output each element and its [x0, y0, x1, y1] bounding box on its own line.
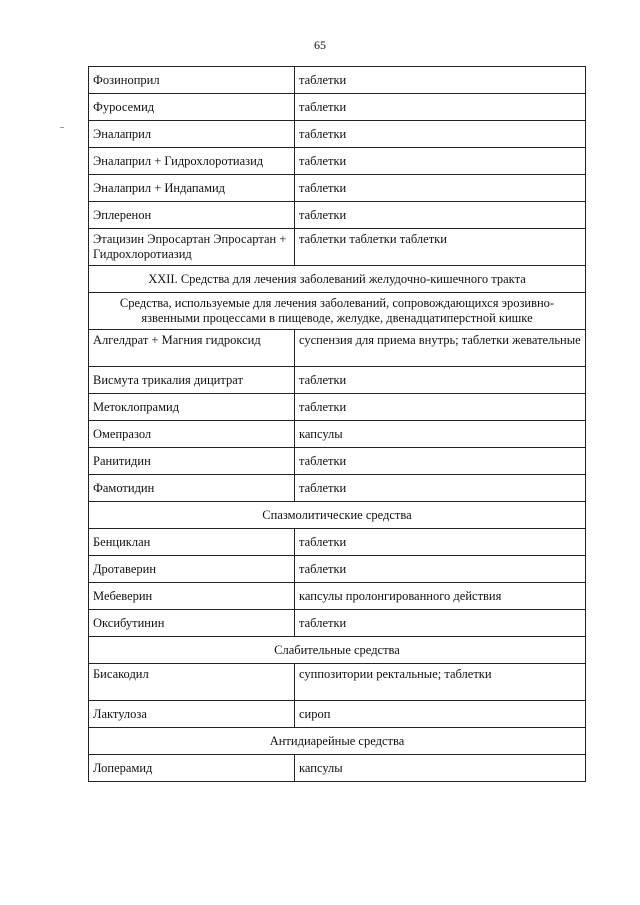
- table-row: [89, 529, 586, 556]
- table-row: [89, 148, 586, 175]
- drug-name: Оксибутинин: [89, 610, 295, 637]
- subsection-heading: Антидиарейные средства: [89, 728, 586, 755]
- dosage-form: суппозитории ректальные; таблетки: [295, 664, 586, 701]
- drug-name: Фозиноприл: [89, 67, 295, 94]
- drug-name: Дротаверин: [89, 556, 295, 583]
- dosage-form: таблетки: [295, 94, 586, 121]
- drug-name: Эналаприл: [89, 121, 295, 148]
- dosage-form: таблетки: [295, 175, 586, 202]
- drug-name: Омепразол: [89, 421, 295, 448]
- drug-name: Бенциклан: [89, 529, 295, 556]
- table-row: [89, 175, 586, 202]
- table-row: [89, 610, 586, 637]
- drug-table: [88, 66, 586, 782]
- dosage-form: таблетки: [295, 610, 586, 637]
- subsection-row: [89, 502, 586, 529]
- dosage-form: таблетки: [295, 67, 586, 94]
- table-row: [89, 755, 586, 782]
- drug-name: Этацизин Эпросартан Эпросартан + Гидрохлоротиазид: [89, 229, 295, 266]
- subsection-heading: Спазмолитические средства: [89, 502, 586, 529]
- drug-name: Бисакодил: [89, 664, 295, 701]
- dosage-form: капсулы пролонгированного действия: [295, 583, 586, 610]
- table-row: [89, 421, 586, 448]
- subsection-row: [89, 728, 586, 755]
- table-row: [89, 367, 586, 394]
- table-row: [89, 394, 586, 421]
- table-row: [89, 448, 586, 475]
- dosage-form: таблетки: [295, 148, 586, 175]
- table-row: [89, 121, 586, 148]
- section-heading: XXII. Средства для лечения заболеваний желудочно-кишечного тракта: [89, 266, 586, 293]
- drug-name: Висмута трикалия дицитрат: [89, 367, 295, 394]
- drug-name: Эналаприл + Индапамид: [89, 175, 295, 202]
- table-row: [89, 330, 586, 367]
- dosage-form: капсулы: [295, 421, 586, 448]
- table-row: [89, 664, 586, 701]
- drug-name: Лактулоза: [89, 701, 295, 728]
- table-row: [89, 202, 586, 229]
- dosage-form: капсулы: [295, 755, 586, 782]
- dosage-form: таблетки таблетки таблетки: [295, 229, 586, 266]
- dosage-form: сироп: [295, 701, 586, 728]
- drug-name: Мебеверин: [89, 583, 295, 610]
- dosage-form: суспензия для приема внутрь; таблетки жевательные: [295, 330, 586, 367]
- page-number: 65: [314, 38, 326, 52]
- table-row: [89, 229, 586, 266]
- dosage-form: таблетки: [295, 556, 586, 583]
- drug-name: Метоклопрамид: [89, 394, 295, 421]
- dosage-form: таблетки: [295, 121, 586, 148]
- table-row: [89, 94, 586, 121]
- dosage-form: таблетки: [295, 448, 586, 475]
- table-row: [89, 475, 586, 502]
- subsection-row: [89, 293, 586, 330]
- section-row: [89, 266, 586, 293]
- dosage-form: таблетки: [295, 475, 586, 502]
- drug-name: Ранитидин: [89, 448, 295, 475]
- dosage-form: таблетки: [295, 202, 586, 229]
- scan-mark: [60, 127, 64, 128]
- drug-name: Эналаприл + Гидрохлоротиазид: [89, 148, 295, 175]
- dosage-form: таблетки: [295, 394, 586, 421]
- table-row: [89, 583, 586, 610]
- dosage-form: таблетки: [295, 367, 586, 394]
- subsection-heading: Средства, используемые для лечения заболеваний, сопровождающихся эрозивно-язвенными процессами в пищеводе, желудке, двенадцатиперстной кишке: [89, 293, 586, 330]
- table-row: [89, 556, 586, 583]
- drug-name: Алгелдрат + Магния гидроксид: [89, 330, 295, 367]
- table-row: [89, 701, 586, 728]
- drug-name: Фамотидин: [89, 475, 295, 502]
- dosage-form: таблетки: [295, 529, 586, 556]
- subsection-heading: Слабительные средства: [89, 637, 586, 664]
- drug-name: Фуросемид: [89, 94, 295, 121]
- subsection-row: [89, 637, 586, 664]
- table-row: [89, 67, 586, 94]
- drug-name: Эплеренон: [89, 202, 295, 229]
- drug-name: Лоперамид: [89, 755, 295, 782]
